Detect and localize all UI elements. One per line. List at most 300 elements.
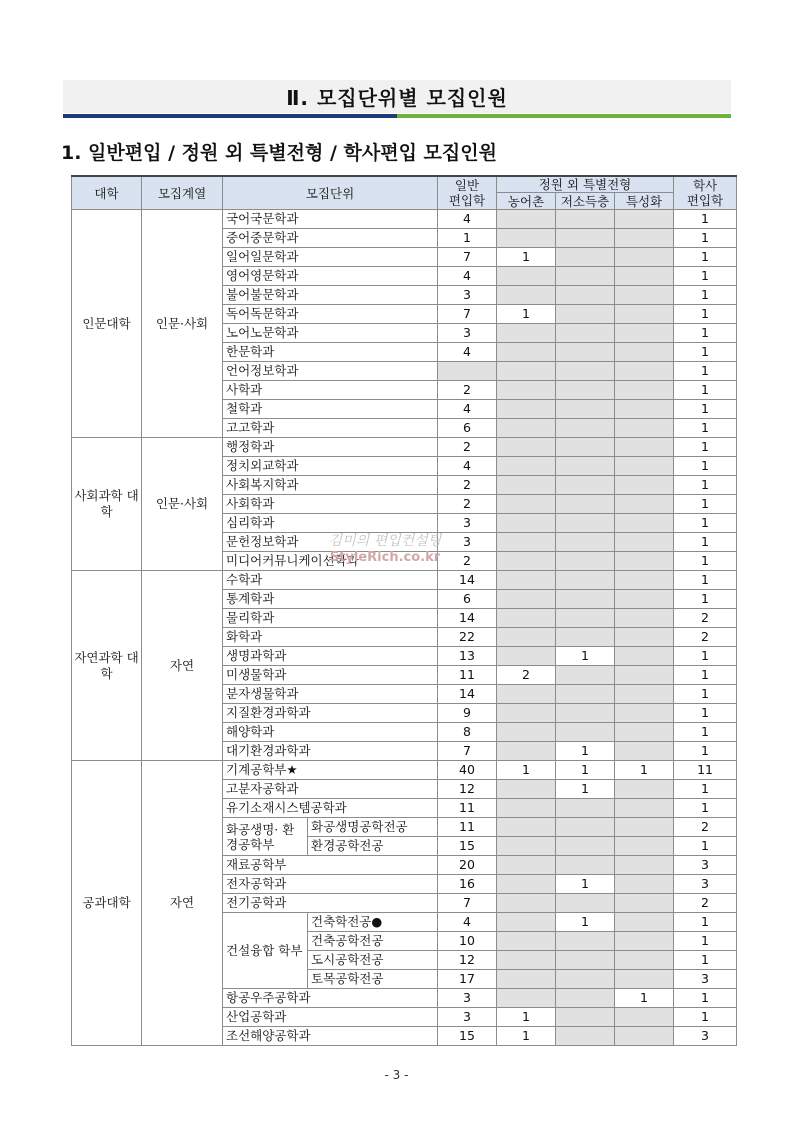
- unit-cell: 유기소재시스템공학과: [223, 799, 438, 818]
- unit-cell: 사회복지학과: [223, 476, 438, 495]
- general-cell: 3: [438, 1008, 497, 1027]
- specialized-cell: [615, 229, 674, 248]
- specialized-cell: [615, 647, 674, 666]
- general-cell: 22: [438, 628, 497, 647]
- bachelor-cell: 1: [674, 780, 737, 799]
- unit-cell: 통계학과: [223, 590, 438, 609]
- rural-cell: [497, 476, 556, 495]
- general-cell: [438, 362, 497, 381]
- general-cell: 7: [438, 742, 497, 761]
- header-bachelor: [674, 176, 737, 210]
- specialized-cell: [615, 362, 674, 381]
- bachelor-cell: 1: [674, 552, 737, 571]
- rural-cell: [497, 609, 556, 628]
- general-cell: 9: [438, 704, 497, 723]
- general-cell: 40: [438, 761, 497, 780]
- general-cell: 3: [438, 989, 497, 1008]
- lowincome-cell: [556, 818, 615, 837]
- table-row: [72, 761, 737, 780]
- lowincome-cell: [556, 400, 615, 419]
- specialized-cell: [615, 970, 674, 989]
- table-row: [72, 438, 737, 457]
- specialized-cell: [615, 305, 674, 324]
- unit-cell: 토목공학전공: [308, 970, 438, 989]
- specialized-cell: [615, 799, 674, 818]
- specialized-cell: [615, 951, 674, 970]
- bachelor-cell: 1: [674, 438, 737, 457]
- general-cell: 2: [438, 495, 497, 514]
- bachelor-cell: 1: [674, 419, 737, 438]
- field-cell: 자연: [142, 571, 223, 761]
- general-cell: 7: [438, 248, 497, 267]
- bachelor-cell: 1: [674, 324, 737, 343]
- college-cell: 자연과학 대학: [72, 571, 142, 761]
- watermark-line1: 김미의 편입컨설팅: [328, 533, 442, 549]
- header-general: [438, 176, 497, 210]
- specialized-cell: [615, 533, 674, 552]
- lowincome-cell: [556, 856, 615, 875]
- general-cell: 4: [438, 913, 497, 932]
- rural-cell: [497, 514, 556, 533]
- unit-cell: 한문학과: [223, 343, 438, 362]
- specialized-cell: [615, 875, 674, 894]
- lowincome-cell: [556, 571, 615, 590]
- specialized-cell: [615, 704, 674, 723]
- lowincome-cell: [556, 666, 615, 685]
- unit-cell: 문헌정보학과: [223, 533, 438, 552]
- bachelor-cell: 2: [674, 609, 737, 628]
- unit-cell: 사회학과: [223, 495, 438, 514]
- header-special: 정원 외 특별전형: [497, 176, 674, 193]
- lowincome-cell: [556, 438, 615, 457]
- general-cell: 3: [438, 286, 497, 305]
- specialized-cell: [615, 609, 674, 628]
- rural-cell: [497, 875, 556, 894]
- lowincome-cell: [556, 248, 615, 267]
- rural-cell: [497, 704, 556, 723]
- general-cell: 14: [438, 609, 497, 628]
- rural-cell: [497, 913, 556, 932]
- specialized-cell: [615, 932, 674, 951]
- rural-cell: [497, 742, 556, 761]
- lowincome-cell: 1: [556, 913, 615, 932]
- lowincome-cell: [556, 514, 615, 533]
- specialized-cell: [615, 419, 674, 438]
- general-cell: 3: [438, 533, 497, 552]
- bachelor-cell: 1: [674, 913, 737, 932]
- unit-cell: 철학과: [223, 400, 438, 419]
- general-cell: 3: [438, 324, 497, 343]
- specialized-cell: [615, 590, 674, 609]
- bachelor-cell: 1: [674, 704, 737, 723]
- bachelor-cell: 1: [674, 590, 737, 609]
- general-cell: 4: [438, 343, 497, 362]
- table-row: [72, 571, 737, 590]
- bachelor-cell: 1: [674, 742, 737, 761]
- bachelor-cell: 1: [674, 362, 737, 381]
- unit-cell: 기계공학부★: [223, 761, 438, 780]
- rural-cell: 1: [497, 1008, 556, 1027]
- bachelor-cell: 3: [674, 856, 737, 875]
- general-cell: 4: [438, 267, 497, 286]
- unit-cell: 화학과: [223, 628, 438, 647]
- header-lowincome: 저소득층: [556, 193, 615, 210]
- lowincome-cell: [556, 1008, 615, 1027]
- bachelor-cell: 1: [674, 932, 737, 951]
- unit-cell: 독어독문학과: [223, 305, 438, 324]
- specialized-cell: [615, 1027, 674, 1046]
- lowincome-cell: [556, 970, 615, 989]
- bachelor-cell: 1: [674, 400, 737, 419]
- general-cell: 13: [438, 647, 497, 666]
- general-cell: 11: [438, 818, 497, 837]
- general-cell: 2: [438, 476, 497, 495]
- rural-cell: [497, 628, 556, 647]
- specialized-cell: [615, 343, 674, 362]
- rural-cell: [497, 229, 556, 248]
- bachelor-cell: 1: [674, 1008, 737, 1027]
- general-cell: 4: [438, 400, 497, 419]
- general-cell: 2: [438, 381, 497, 400]
- lowincome-cell: [556, 419, 615, 438]
- bachelor-cell: 1: [674, 495, 737, 514]
- specialized-cell: [615, 856, 674, 875]
- general-cell: 7: [438, 305, 497, 324]
- lowincome-cell: 1: [556, 742, 615, 761]
- lowincome-cell: [556, 362, 615, 381]
- table-row: [72, 210, 737, 229]
- header-field: 모집계열: [142, 176, 223, 210]
- specialized-cell: [615, 324, 674, 343]
- unit-cell: 미생물학과: [223, 666, 438, 685]
- unit-cell: 국어국문학과: [223, 210, 438, 229]
- unit-cell: 고분자공학과: [223, 780, 438, 799]
- lowincome-cell: [556, 951, 615, 970]
- lowincome-cell: [556, 495, 615, 514]
- general-cell: 3: [438, 514, 497, 533]
- bachelor-cell: 3: [674, 875, 737, 894]
- specialized-cell: [615, 723, 674, 742]
- rural-cell: [497, 571, 556, 590]
- bachelor-cell: 1: [674, 989, 737, 1008]
- general-cell: 11: [438, 799, 497, 818]
- bachelor-cell: 3: [674, 1027, 737, 1046]
- unit-cell: 항공우주공학과: [223, 989, 438, 1008]
- unit-cell: 재료공학부: [223, 856, 438, 875]
- lowincome-cell: 1: [556, 761, 615, 780]
- specialized-cell: [615, 286, 674, 305]
- rural-cell: [497, 590, 556, 609]
- general-cell: 12: [438, 951, 497, 970]
- bachelor-cell: 11: [674, 761, 737, 780]
- unit-cell: 불어불문학과: [223, 286, 438, 305]
- specialized-cell: [615, 818, 674, 837]
- lowincome-cell: [556, 628, 615, 647]
- lowincome-cell: [556, 590, 615, 609]
- specialized-cell: [615, 210, 674, 229]
- lowincome-cell: [556, 932, 615, 951]
- rural-cell: [497, 267, 556, 286]
- specialized-cell: [615, 571, 674, 590]
- header-general-line2: 편입학: [448, 193, 486, 208]
- rural-cell: [497, 647, 556, 666]
- lowincome-cell: [556, 476, 615, 495]
- field-cell: 인문·사회: [142, 210, 223, 438]
- specialized-cell: [615, 913, 674, 932]
- specialized-cell: [615, 381, 674, 400]
- subsection-title: 1. 일반편입 / 정원 외 특별전형 / 학사편입 모집인원: [61, 142, 497, 164]
- rural-cell: [497, 970, 556, 989]
- unit-cell: 노어노문학과: [223, 324, 438, 343]
- general-cell: 20: [438, 856, 497, 875]
- rural-cell: [497, 362, 556, 381]
- subgroup-cell: 화공생명· 환경공학부: [223, 818, 308, 856]
- bachelor-cell: 1: [674, 647, 737, 666]
- bachelor-cell: 3: [674, 970, 737, 989]
- specialized-cell: [615, 837, 674, 856]
- header-general-line1: 일반: [454, 178, 480, 193]
- lowincome-cell: [556, 286, 615, 305]
- bachelor-cell: 1: [674, 286, 737, 305]
- rural-cell: [497, 685, 556, 704]
- lowincome-cell: [556, 1027, 615, 1046]
- general-cell: 4: [438, 457, 497, 476]
- header-rural: 농어촌: [497, 193, 556, 210]
- unit-cell: 전기공학과: [223, 894, 438, 913]
- field-cell: 자연: [142, 761, 223, 1046]
- watermark-line2: StyleRich.co.kr: [329, 550, 441, 565]
- bachelor-cell: 1: [674, 267, 737, 286]
- header-specialized: 특성화: [615, 193, 674, 210]
- bachelor-cell: 1: [674, 837, 737, 856]
- unit-cell: 중어중문학과: [223, 229, 438, 248]
- rural-cell: 1: [497, 248, 556, 267]
- bachelor-cell: 2: [674, 894, 737, 913]
- unit-cell: 정치외교학과: [223, 457, 438, 476]
- lowincome-cell: 1: [556, 780, 615, 799]
- rural-cell: [497, 818, 556, 837]
- general-cell: 15: [438, 837, 497, 856]
- lowincome-cell: [556, 723, 615, 742]
- general-cell: 11: [438, 666, 497, 685]
- section-title: Ⅱ. 모집단위별 모집인원: [286, 86, 508, 110]
- rural-cell: [497, 210, 556, 229]
- lowincome-cell: 1: [556, 647, 615, 666]
- page-number: - 3 -: [384, 1068, 409, 1082]
- unit-cell: 일어일문학과: [223, 248, 438, 267]
- rural-cell: [497, 533, 556, 552]
- specialized-cell: [615, 685, 674, 704]
- unit-cell: 심리학과: [223, 514, 438, 533]
- bachelor-cell: 1: [674, 229, 737, 248]
- rural-cell: 2: [497, 666, 556, 685]
- unit-cell: 행정학과: [223, 438, 438, 457]
- bachelor-cell: 1: [674, 210, 737, 229]
- unit-cell: 화공생명공학전공: [308, 818, 438, 837]
- bachelor-cell: 1: [674, 723, 737, 742]
- lowincome-cell: [556, 457, 615, 476]
- college-cell: 사회과학 대학: [72, 438, 142, 571]
- specialized-cell: [615, 1008, 674, 1027]
- lowincome-cell: [556, 324, 615, 343]
- unit-cell: 영어영문학과: [223, 267, 438, 286]
- unit-cell: 조선해양공학과: [223, 1027, 438, 1046]
- lowincome-cell: [556, 989, 615, 1008]
- rural-cell: [497, 932, 556, 951]
- specialized-cell: [615, 514, 674, 533]
- header-bachelor-line1: 학사: [692, 178, 718, 193]
- college-cell: 인문대학: [72, 210, 142, 438]
- bachelor-cell: 1: [674, 476, 737, 495]
- header-bachelor-line2: 편입학: [686, 193, 724, 208]
- rural-cell: 1: [497, 305, 556, 324]
- bachelor-cell: 1: [674, 571, 737, 590]
- unit-cell: 미디어커뮤니케이션학과: [223, 552, 438, 571]
- admissions-table: [71, 175, 737, 1046]
- unit-cell: 전자공학과: [223, 875, 438, 894]
- lowincome-cell: [556, 533, 615, 552]
- rural-cell: 1: [497, 1027, 556, 1046]
- lowincome-cell: [556, 609, 615, 628]
- rural-cell: [497, 419, 556, 438]
- lowincome-cell: [556, 704, 615, 723]
- bachelor-cell: 1: [674, 799, 737, 818]
- bachelor-cell: 1: [674, 685, 737, 704]
- header-unit: 모집단위: [223, 176, 438, 210]
- lowincome-cell: [556, 837, 615, 856]
- unit-cell: 건축학전공●: [308, 913, 438, 932]
- specialized-cell: [615, 248, 674, 267]
- bachelor-cell: 1: [674, 514, 737, 533]
- subgroup-cell: 건설융합 학부: [223, 913, 308, 989]
- rural-cell: [497, 438, 556, 457]
- lowincome-cell: [556, 210, 615, 229]
- general-cell: 8: [438, 723, 497, 742]
- specialized-cell: [615, 400, 674, 419]
- bachelor-cell: 1: [674, 666, 737, 685]
- general-cell: 2: [438, 552, 497, 571]
- specialized-cell: [615, 742, 674, 761]
- specialized-cell: [615, 628, 674, 647]
- rural-cell: [497, 837, 556, 856]
- rural-cell: [497, 989, 556, 1008]
- lowincome-cell: [556, 552, 615, 571]
- rural-cell: [497, 723, 556, 742]
- general-cell: 17: [438, 970, 497, 989]
- rural-cell: [497, 495, 556, 514]
- general-cell: 2: [438, 438, 497, 457]
- specialized-cell: [615, 438, 674, 457]
- rural-cell: [497, 894, 556, 913]
- general-cell: 14: [438, 685, 497, 704]
- unit-cell: 수학과: [223, 571, 438, 590]
- bachelor-cell: 1: [674, 381, 737, 400]
- general-cell: 7: [438, 894, 497, 913]
- field-cell: 인문·사회: [142, 438, 223, 571]
- rural-cell: [497, 856, 556, 875]
- banner-underline-green: [397, 114, 731, 118]
- unit-cell: 도시공학전공: [308, 951, 438, 970]
- general-cell: 6: [438, 419, 497, 438]
- unit-cell: 생명과학과: [223, 647, 438, 666]
- specialized-cell: [615, 780, 674, 799]
- general-cell: 6: [438, 590, 497, 609]
- rural-cell: 1: [497, 761, 556, 780]
- bachelor-cell: 1: [674, 533, 737, 552]
- banner-underline-navy: [63, 114, 397, 118]
- specialized-cell: [615, 476, 674, 495]
- unit-cell: 고고학과: [223, 419, 438, 438]
- lowincome-cell: [556, 267, 615, 286]
- rural-cell: [497, 457, 556, 476]
- specialized-cell: 1: [615, 989, 674, 1008]
- rural-cell: [497, 381, 556, 400]
- rural-cell: [497, 324, 556, 343]
- lowincome-cell: [556, 894, 615, 913]
- unit-cell: 언어정보학과: [223, 362, 438, 381]
- bachelor-cell: 2: [674, 818, 737, 837]
- rural-cell: [497, 951, 556, 970]
- unit-cell: 분자생물학과: [223, 685, 438, 704]
- general-cell: 16: [438, 875, 497, 894]
- unit-cell: 해양학과: [223, 723, 438, 742]
- bachelor-cell: 1: [674, 457, 737, 476]
- general-cell: 4: [438, 210, 497, 229]
- college-cell: 공과대학: [72, 761, 142, 1046]
- unit-cell: 물리학과: [223, 609, 438, 628]
- lowincome-cell: 1: [556, 875, 615, 894]
- lowincome-cell: [556, 381, 615, 400]
- specialized-cell: [615, 457, 674, 476]
- unit-cell: 건축공학전공: [308, 932, 438, 951]
- lowincome-cell: [556, 343, 615, 362]
- lowincome-cell: [556, 799, 615, 818]
- rural-cell: [497, 286, 556, 305]
- bachelor-cell: 2: [674, 628, 737, 647]
- specialized-cell: [615, 666, 674, 685]
- general-cell: 1: [438, 229, 497, 248]
- specialized-cell: 1: [615, 761, 674, 780]
- rural-cell: [497, 400, 556, 419]
- unit-cell: 사학과: [223, 381, 438, 400]
- specialized-cell: [615, 552, 674, 571]
- bachelor-cell: 1: [674, 305, 737, 324]
- rural-cell: [497, 780, 556, 799]
- general-cell: 12: [438, 780, 497, 799]
- general-cell: 10: [438, 932, 497, 951]
- bachelor-cell: 1: [674, 248, 737, 267]
- unit-cell: 지질환경과학과: [223, 704, 438, 723]
- specialized-cell: [615, 894, 674, 913]
- specialized-cell: [615, 267, 674, 286]
- rural-cell: [497, 552, 556, 571]
- bachelor-cell: 1: [674, 343, 737, 362]
- general-cell: 15: [438, 1027, 497, 1046]
- unit-cell: 산업공학과: [223, 1008, 438, 1027]
- unit-cell: 환경공학전공: [308, 837, 438, 856]
- header-college: 대학: [72, 176, 142, 210]
- unit-cell: 대기환경과학과: [223, 742, 438, 761]
- rural-cell: [497, 799, 556, 818]
- lowincome-cell: [556, 685, 615, 704]
- bachelor-cell: 1: [674, 951, 737, 970]
- rural-cell: [497, 343, 556, 362]
- lowincome-cell: [556, 229, 615, 248]
- general-cell: 14: [438, 571, 497, 590]
- section-banner: [63, 80, 731, 113]
- lowincome-cell: [556, 305, 615, 324]
- specialized-cell: [615, 495, 674, 514]
